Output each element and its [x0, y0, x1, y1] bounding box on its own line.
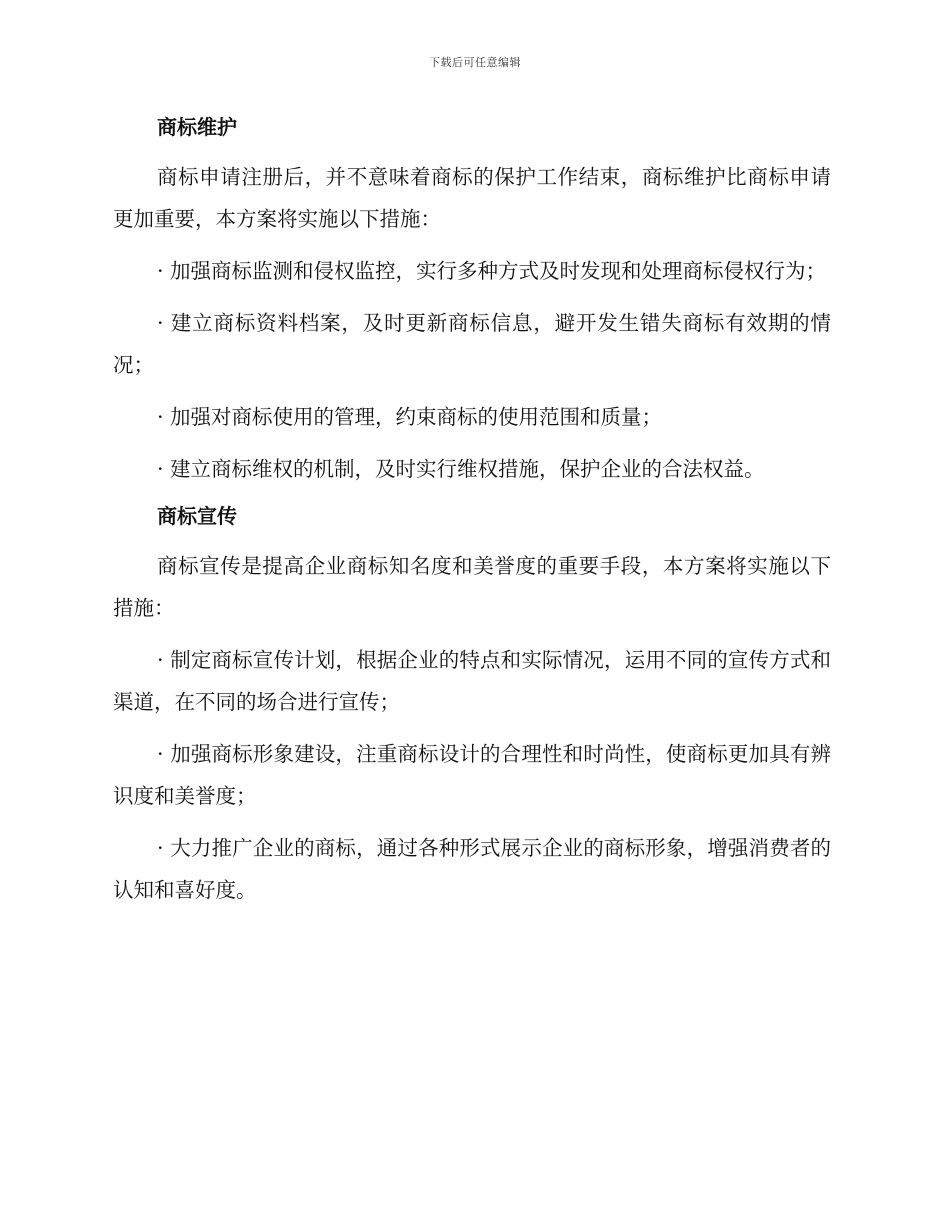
- section-intro: 商标宣传是提高企业商标知名度和美誉度的重要手段，本方案将实施以下措施：: [113, 554, 831, 620]
- section-heading: 商标宣传: [157, 504, 237, 528]
- header-note: 下载后可任意编辑: [429, 56, 521, 69]
- bullet-item: · 制定商标宣传计划，根据企业的特点和实际情况，运用不同的宣传方式和渠道，在不同的场合进行宣传；: [113, 648, 831, 714]
- bullet-item: · 加强商标形象建设，注重商标设计的合理性和时尚性，使商标更加具有辨识度和美誉度；: [113, 742, 831, 808]
- section-trademark-promotion: [113, 500, 831, 911]
- bullet-item: · 加强对商标使用的管理，约束商标的使用范围和质量；: [157, 405, 663, 429]
- section-intro: 商标申请注册后，并不意味着商标的保护工作结束，商标维护比商标申请更加重要，本方案将实施以下措施：: [113, 165, 831, 231]
- document-body: [113, 111, 831, 921]
- bullet-item: · 建立商标维权的机制，及时实行维权措施，保护企业的合法权益。: [157, 457, 765, 481]
- bullet-item: · 建立商标资料档案，及时更新商标信息，避开发生错失商标有效期的情况；: [113, 311, 831, 377]
- bullet-item: · 大力推广企业的商标，通过各种形式展示企业的商标形象，增强消费者的认知和喜好度。: [113, 836, 831, 902]
- section-heading: 商标维护: [157, 115, 237, 139]
- bullet-item: · 加强商标监测和侵权监控，实行多种方式及时发现和处理商标侵权行为；: [157, 259, 827, 283]
- section-trademark-maintenance: [113, 111, 831, 490]
